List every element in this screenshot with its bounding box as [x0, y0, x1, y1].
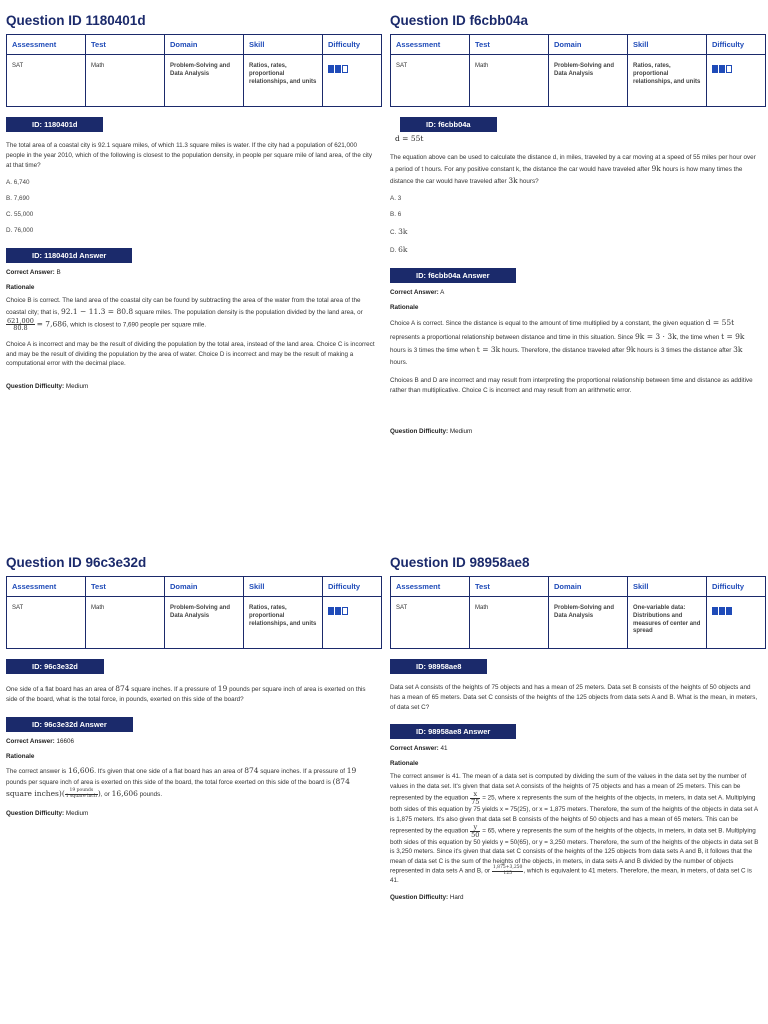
rationale-heading: Rationale	[6, 284, 35, 292]
question-card-98958ae8	[390, 554, 768, 901]
header-test: Test	[470, 577, 549, 597]
header-skill: Skill	[244, 35, 323, 55]
rationale-paragraph-2: Choice A is incorrect and may be the result of dividing the population by the total area, instead of the land area. Choice C is incorrect and may be the result of dividing the population by the area of water. Choice D is incorrect and may be the result of making a computational error with the decimal place.	[6, 340, 375, 368]
question-card-f6cbb04a	[390, 12, 768, 435]
domain-value: Problem-Solving and Data Analysis	[549, 55, 628, 107]
header-difficulty: Difficulty	[707, 35, 766, 55]
header-skill: Skill	[628, 35, 707, 55]
domain-value: Problem-Solving and Data Analysis	[549, 597, 628, 649]
rationale-heading: Rationale	[390, 304, 419, 312]
test-value: Math	[86, 597, 165, 649]
given-equation: d = 55t	[395, 134, 424, 143]
correct-answer: Correct Answer: A	[390, 289, 445, 297]
skill-value: Ratios, rates, proportional relationships, and units	[244, 55, 323, 107]
assessment-value: SAT	[391, 597, 470, 649]
answer-bar: ID: 96c3e32d Answer	[6, 717, 133, 732]
skill-value: One-variable data: Distributions and measures of center and spread	[628, 597, 707, 649]
header-domain: Domain	[549, 35, 628, 55]
difficulty-block	[712, 65, 718, 73]
question-title: Question ID 1180401d	[6, 13, 146, 28]
question-difficulty: Question Difficulty: Medium	[6, 809, 89, 817]
option-d: D. 76,000	[6, 227, 34, 235]
fraction: $\frac{\text{19 pounds}}{\text{1 square inch}}$	[65, 788, 97, 799]
header-domain: Domain	[549, 577, 628, 597]
header-assessment: Assessment	[7, 35, 86, 55]
difficulty-block	[335, 65, 341, 73]
id-bar: ID: 98958ae8	[390, 659, 487, 674]
test-value: Math	[470, 597, 549, 649]
skill-value: Ratios, rates, proportional relationships, and units	[244, 597, 323, 649]
rationale-heading: Rationale	[6, 752, 35, 760]
header-difficulty: Difficulty	[707, 577, 766, 597]
question-meta-table	[6, 576, 382, 649]
rationale-paragraph-2: Choices B and D are incorrect and may result from interpreting the proportional relationship between time and distance as additive rather than multiplicative. Choice C is incorrect and may result from an arithmetic error.	[390, 377, 753, 394]
header-test: Test	[86, 577, 165, 597]
question-stem: The equation above can be used to calculate the distance d, in miles, traveled by a car moving at a speed of 55 miles per hour over a period of t hours. For any positive constant k, the distance the car would have traveled after 9k hours is how many times the distance the car would have traveled after 3k hours?	[390, 154, 756, 185]
rationale-paragraph-1: The correct answer is 16,606. It's given that one side of a flat board has an area of 874 square inches. If a pressure of 19 pounds per square inch of area is exerted on this side of the board, the total force exerted on this side of the board is (874 square inches)( $\frac{\text{19 pounds}}{\text{1 square inch}}$ ), or 16,606 pounds.	[6, 765, 357, 799]
correct-answer: Correct Answer: B	[6, 269, 61, 277]
difficulty-block	[726, 607, 732, 615]
option-a: A. 6,740	[6, 179, 30, 187]
answer-bar: ID: 98958ae8 Answer	[390, 724, 516, 739]
question-meta-table	[6, 34, 382, 107]
question-stem: Data set A consists of the heights of 75 objects and has a mean of 25 meters. Data set B consists of the heights of 50 objects and has a mean of 65 meters. Data set C consists of the heights of the 125 objects from data sets A and B. What is the mean, in meters, of data set C?	[390, 684, 758, 711]
fraction: $\frac{621,000}{80.8}$	[7, 316, 34, 333]
difficulty-block	[712, 607, 718, 615]
header-difficulty: Difficulty	[323, 35, 382, 55]
option-c: C. 55,000	[6, 211, 34, 219]
question-meta-table	[390, 34, 766, 107]
option-d: D. 6k	[390, 245, 408, 255]
question-card-1180401d	[6, 12, 384, 390]
test-value: Math	[86, 55, 165, 107]
question-title: Question ID 98958ae8	[390, 555, 530, 570]
test-value: Math	[470, 55, 549, 107]
difficulty-indicator	[328, 65, 376, 73]
option-a: A. 3	[390, 195, 402, 203]
header-domain: Domain	[165, 577, 244, 597]
fraction: $\frac{x}{75}$	[471, 790, 480, 806]
difficulty-block	[726, 65, 732, 73]
id-bar: ID: 96c3e32d	[6, 659, 104, 674]
difficulty-block	[328, 607, 334, 615]
question-difficulty: Question Difficulty: Medium	[390, 427, 473, 435]
header-domain: Domain	[165, 35, 244, 55]
header-assessment: Assessment	[7, 577, 86, 597]
difficulty-block	[335, 607, 341, 615]
header-test: Test	[86, 35, 165, 55]
answer-bar: ID: f6cbb04a Answer	[390, 268, 516, 283]
question-title: Question ID 96c3e32d	[6, 555, 147, 570]
difficulty-block	[342, 607, 348, 615]
option-c: C. 3k	[390, 227, 408, 237]
difficulty-indicator	[328, 607, 376, 615]
difficulty-block	[719, 65, 725, 73]
header-difficulty: Difficulty	[323, 577, 382, 597]
rationale-paragraph-1: The correct answer is 41. The mean of a data set is computed by dividing the sum of the values in the data set by the number of values in the data set. It's given that data set A consists of the heights of 75 objects and has a mean of 25 meters. This can be represented by the equation $\frac{x}{75}$ = 25, where x represents the sum of the heights of the objects, in meters, in data set A. Multiplying both sides of this equation by 75 yields x = 75(25), or x = 1,875 meters. Therefore, the sum of the heights of the objects in data set A is 1,875 meters. It's also given that data set B consists of the heights of 50 objects and has a mean of 65 meters. This can be represented by the equation $\frac{y}{50}$ = 65, where y represents the sum of the heights of the objects, in meters, in data set B. Multiplying both sides of this equation by 50 yields y = 50(65), or y = 3,250 meters. Therefore, the sum of the heights of the objects in data set B is 3,250 meters. Since it's given that data set C consists of the heights of the 125 objects from data sets A and B, it follows that the mean of data set C is the sum of the heights of the objects, in meters, in data sets A and B divided by the number of objects represented in data sets A and B, or $\frac{1,875+3,250}{125}$ , which is equivalent to 41 meters. Therefore, the mean, in meters, of data set C is 41.	[390, 773, 759, 885]
question-stem: One side of a flat board has an area of 874 square inches. If a pressure of 19 pounds per square inch of area is exerted on this side of the board, what is the total force, in pounds, exerted on this side of the board?	[6, 684, 366, 703]
question-difficulty: Question Difficulty: Hard	[390, 893, 464, 901]
domain-value: Problem-Solving and Data Analysis	[165, 55, 244, 107]
id-bar: ID: f6cbb04a	[400, 117, 497, 132]
correct-answer: Correct Answer: 16606	[6, 737, 75, 745]
difficulty-block	[342, 65, 348, 73]
question-meta-table	[390, 576, 766, 649]
difficulty-block	[719, 607, 725, 615]
assessment-value: SAT	[391, 55, 470, 107]
option-b: B. 6	[390, 211, 402, 219]
difficulty-indicator	[712, 607, 760, 615]
rationale-heading: Rationale	[390, 760, 419, 768]
difficulty-indicator	[712, 65, 760, 73]
difficulty-block	[328, 65, 334, 73]
skill-value: Ratios, rates, proportional relationships, and units	[628, 55, 707, 107]
assessment-value: SAT	[7, 597, 86, 649]
answer-bar: ID: 1180401d Answer	[6, 248, 132, 263]
question-title: Question ID f6cbb04a	[390, 13, 529, 28]
header-skill: Skill	[628, 577, 707, 597]
domain-value: Problem-Solving and Data Analysis	[165, 597, 244, 649]
correct-answer: Correct Answer: 41	[390, 745, 448, 753]
question-stem: The total area of a coastal city is 92.1 square miles, of which 11.3 square miles is water. If the city had a population of 621,000 people in the year 2010, which of the following is closest to the population density, in people per square mile of land area, of the city at that time?	[6, 142, 373, 169]
fraction: $\frac{1,875+3,250}{125}$	[492, 865, 523, 876]
rationale-paragraph-1: Choice B is correct. The land area of the coastal city can be found by subtracting the area of the water from the total area of the coastal city; that is, 92.1 − 11.3 = 80.8 square miles. The population density is the population divided by the land area, or $\frac{621,000}{80.8}$ = 7,686, which is closest to 7,690 people per square mile.	[6, 297, 363, 333]
header-skill: Skill	[244, 577, 323, 597]
question-card-96c3e32d	[6, 554, 384, 817]
rationale-paragraph-1: Choice A is correct. Since the distance is equal to the amount of time multiplied by a constant, the given equation d = 55t represents a proportional relationship between distance and time in this situation. Since 9k = 3 · 3k, the time when t = 9k hours is 3 times the time when t = 3k hours. Therefore, the distance traveled after 9k hours is 3 times the distance after 3k hours.	[390, 318, 745, 366]
question-difficulty: Question Difficulty: Medium	[6, 383, 89, 390]
fraction: $\frac{y}{50}$	[471, 823, 480, 839]
option-b: B. 7,690	[6, 195, 30, 203]
header-assessment: Assessment	[391, 577, 470, 597]
id-bar: ID: 1180401d	[6, 117, 103, 132]
header-assessment: Assessment	[391, 35, 470, 55]
assessment-value: SAT	[7, 55, 86, 107]
header-test: Test	[470, 35, 549, 55]
